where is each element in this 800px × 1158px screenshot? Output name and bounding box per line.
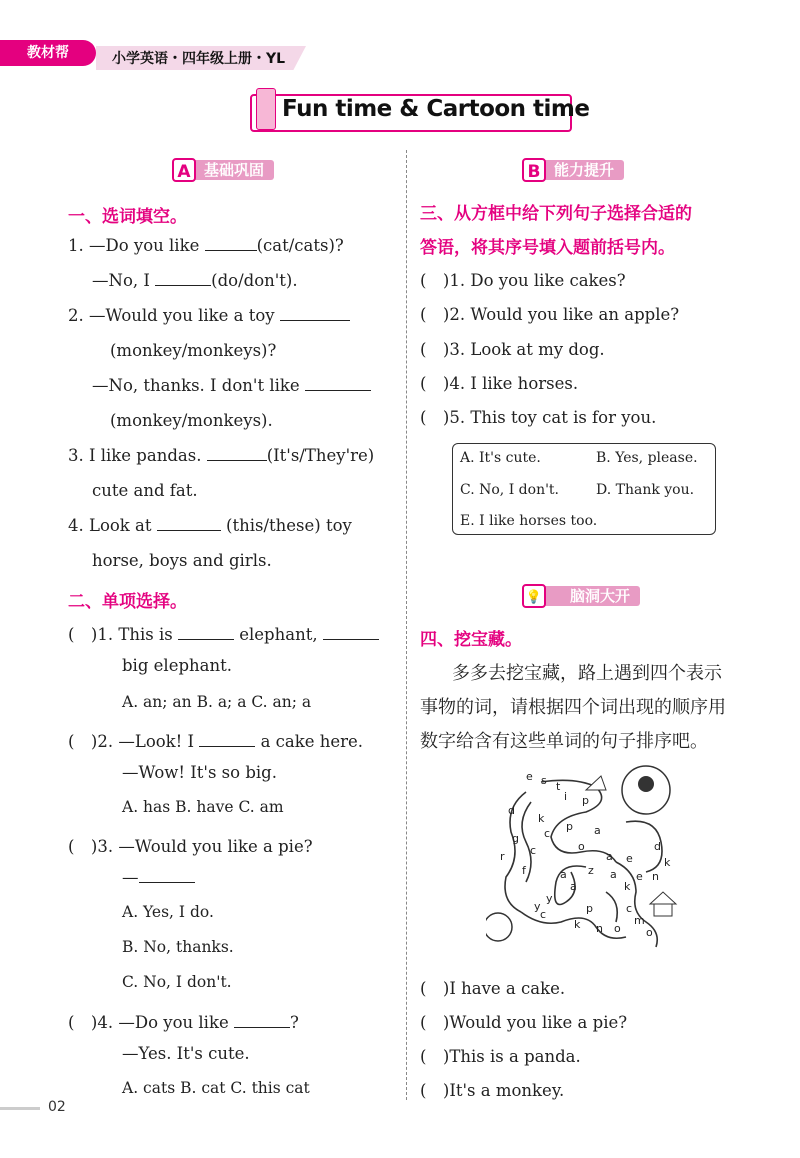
q3-heading: 三、从方框中给下列句子选择合适的: [420, 204, 692, 224]
maze-letter: n: [652, 870, 659, 883]
q2-item: ( )3. —Would you like a pie?: [68, 837, 313, 856]
maze-letter: m: [634, 914, 645, 927]
answer-option: B. Yes, please.: [596, 450, 698, 466]
q2-options: A. cats B. cat C. this cat: [122, 1079, 310, 1097]
maze-letter: a: [606, 850, 613, 863]
answer-blank[interactable]: [199, 732, 255, 747]
q1-line: 3. I like pandas. (It's/They're): [68, 446, 375, 465]
boy-hair: [638, 776, 654, 792]
q1-line: (monkey/monkeys).: [110, 411, 273, 430]
answer-option: D. Thank you.: [596, 482, 695, 498]
q1-line: cute and fat.: [92, 481, 198, 500]
q2-options: A. an; an B. a; a C. an; a: [122, 693, 312, 711]
column-divider: [406, 150, 407, 1100]
answer-blank[interactable]: [207, 446, 267, 461]
answer-blank[interactable]: [155, 271, 211, 286]
answer-blank[interactable]: [234, 1013, 290, 1028]
maze-letter: c: [626, 902, 633, 915]
q1-line: —No, I (do/don't).: [92, 271, 298, 290]
q1-line: 4. Look at (this/these) toy: [68, 516, 352, 535]
answer-blank[interactable]: [305, 376, 371, 391]
header-badge: 教材帮: [0, 40, 96, 66]
maze-letter: d: [508, 804, 515, 817]
maze-letter: k: [574, 918, 581, 931]
maze-letter: a: [610, 868, 617, 881]
q3-item: ( )2. Would you like an apple?: [420, 305, 680, 324]
q2-option: B. No, thanks.: [122, 938, 234, 956]
q3-item: ( )1. Do you like cakes?: [420, 271, 626, 290]
q2-item: ( )2. —Look! I a cake here.: [68, 732, 364, 751]
q4-description: 数字给含有这些单词的句子排序吧。: [420, 731, 708, 752]
maze-letter: e: [526, 770, 533, 783]
q4-sentence: ( )Would you like a pie?: [420, 1013, 628, 1032]
maze-letter: p: [586, 902, 593, 915]
maze-letter: y: [546, 892, 553, 905]
answer-blank[interactable]: [139, 868, 195, 883]
q4-heading: 四、挖宝藏。: [420, 630, 522, 650]
q2-line: —: [122, 868, 195, 887]
house-roof: [650, 892, 676, 904]
maze-letter: y: [534, 900, 541, 913]
mountain-icon: [586, 776, 606, 790]
maze-letter: g: [512, 832, 519, 845]
scroll-icon: [486, 913, 512, 941]
page-number-rule: [0, 1107, 40, 1110]
lesson-title: Fun time & Cartoon time: [282, 96, 590, 122]
maze-letter: k: [664, 856, 671, 869]
section-c-label: 脑洞大开: [540, 586, 640, 606]
q4-sentence: ( )It's a monkey.: [420, 1081, 565, 1100]
answer-blank[interactable]: [280, 306, 350, 321]
maze-letter: o: [646, 926, 653, 939]
q2-line: big elephant.: [122, 656, 232, 675]
maze-letter: s: [541, 774, 547, 787]
q2-option: C. No, I don't.: [122, 973, 232, 991]
maze-letter: i: [564, 790, 568, 803]
maze-letter: c: [544, 827, 551, 840]
q1-line: 1. —Do you like (cat/cats)?: [68, 236, 344, 255]
maze-letter: k: [538, 812, 545, 825]
maze-letter: p: [566, 820, 573, 833]
answer-blank[interactable]: [205, 236, 257, 251]
maze-letter: p: [582, 794, 589, 807]
maze-letter: z: [588, 864, 594, 877]
maze-letter: a: [570, 880, 577, 893]
q2-heading: 二、单项选择。: [68, 592, 187, 612]
section-a-letter: A: [172, 158, 196, 182]
q1-line: horse, boys and girls.: [92, 551, 272, 570]
header-subtitle: 小学英语・四年级上册・YL: [112, 51, 286, 67]
maze-letter: c: [530, 844, 537, 857]
q2-item: ( )4. —Do you like ?: [68, 1013, 299, 1032]
maze-letter: e: [636, 870, 643, 883]
lightbulb-icon: 💡: [522, 584, 546, 608]
answer-blank[interactable]: [323, 625, 379, 640]
q4-description: 事物的词，请根据四个词出现的顺序用: [420, 697, 726, 718]
q2-option: A. Yes, I do.: [122, 903, 214, 921]
maze-letter: d: [654, 840, 661, 853]
maze-letter: t: [556, 780, 561, 793]
book-icon: [256, 88, 276, 130]
answer-blank[interactable]: [178, 625, 234, 640]
q1-heading: 一、选词填空。: [68, 207, 187, 227]
q4-description: 多多去挖宝藏，路上遇到四个表示: [452, 663, 722, 684]
answer-blank[interactable]: [157, 516, 221, 531]
q1-line: —No, thanks. I don't like: [92, 376, 371, 395]
maze-letter: a: [594, 824, 601, 837]
treasure-maze-illustration: [486, 762, 696, 952]
maze-letter: f: [522, 864, 526, 877]
q3-item: ( )3. Look at my dog.: [420, 340, 605, 359]
answer-option: E. I like horses too.: [460, 513, 598, 529]
maze-path: [606, 892, 617, 922]
maze-letter: k: [624, 880, 631, 893]
section-b-label: 能力提升: [540, 160, 624, 180]
q1-line: 2. —Would you like a toy: [68, 306, 350, 325]
q3-item: ( )5. This toy cat is for you.: [420, 408, 657, 427]
maze-letter: o: [614, 922, 621, 935]
section-a-label: 基础巩固: [190, 160, 274, 180]
q3-heading-cont: 答语，将其序号填入题前括号内。: [420, 238, 675, 258]
answer-option: A. It's cute.: [460, 450, 541, 466]
q4-sentence: ( )I have a cake.: [420, 979, 566, 998]
q4-sentence: ( )This is a panda.: [420, 1047, 581, 1066]
q1-line: (monkey/monkeys)?: [110, 341, 277, 360]
section-b-letter: B: [522, 158, 546, 182]
maze-letter: a: [560, 868, 567, 881]
maze-letter: r: [500, 850, 505, 863]
q2-line: —Wow! It's so big.: [122, 763, 277, 782]
answer-option: C. No, I don't.: [460, 482, 560, 498]
q2-line: —Yes. It's cute.: [122, 1044, 250, 1063]
maze-letter: o: [578, 840, 585, 853]
maze-letter: c: [540, 908, 547, 921]
q2-options: A. has B. have C. am: [122, 798, 284, 816]
q2-item: ( )1. This is elephant,: [68, 621, 379, 645]
maze-letter: n: [596, 922, 603, 935]
q3-item: ( )4. I like horses.: [420, 374, 579, 393]
maze-letter: e: [626, 852, 633, 865]
page-number: 02: [48, 1099, 66, 1115]
